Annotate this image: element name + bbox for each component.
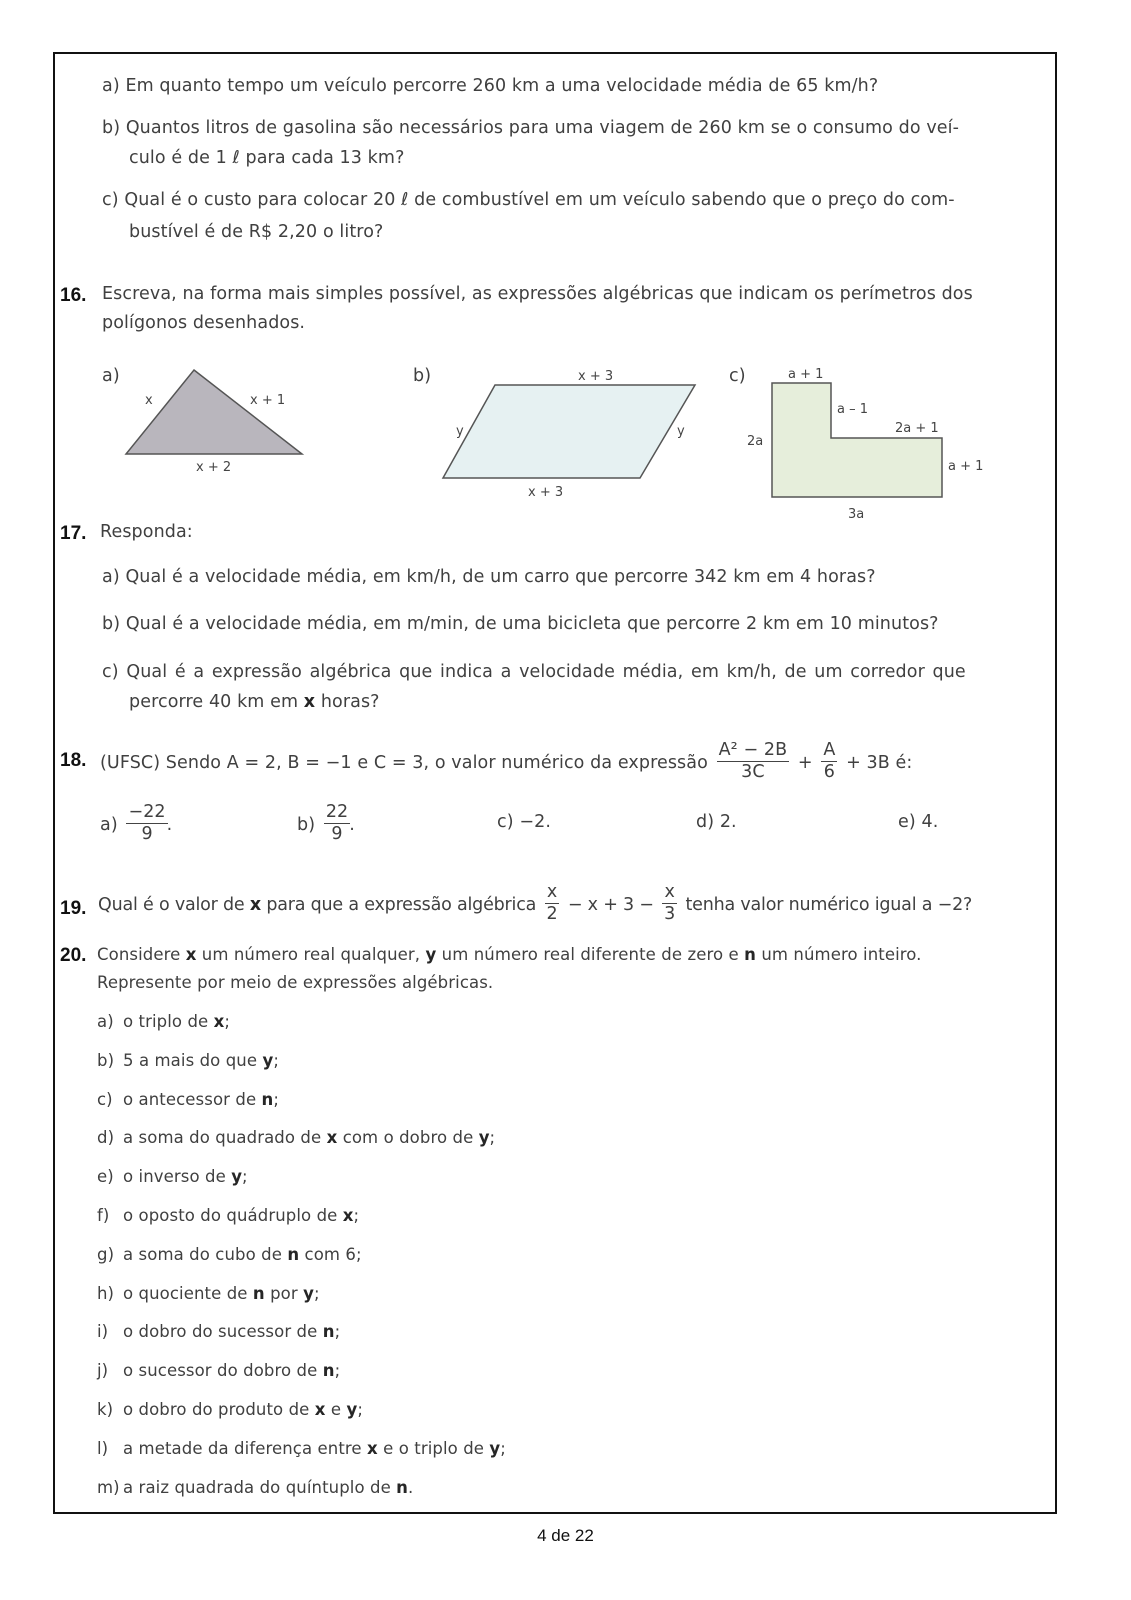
option-label: c): [497, 812, 514, 832]
variable: n: [252, 1283, 265, 1303]
text-part: .: [408, 1477, 414, 1497]
side-label: x: [145, 393, 153, 408]
item-label: d): [97, 1128, 115, 1148]
item-text: Qual é a velocidade média, em km/h, de um carro que percorre 342 km em 4 horas?: [125, 567, 876, 587]
text-part: 5 a mais do que: [123, 1050, 263, 1070]
question-number-16: 16.: [60, 285, 87, 306]
text-part: com o dobro de: [337, 1128, 479, 1148]
q20-item: [97, 1051, 279, 1070]
operator-expression: − x + 3 −: [567, 895, 654, 915]
option-text: 4.: [921, 812, 939, 832]
figure-c-label: c): [729, 366, 746, 386]
q20-item: [97, 1090, 279, 1109]
side-label: x + 3: [578, 369, 614, 384]
text-part: ;: [273, 1089, 280, 1109]
q17-item-b: [102, 614, 939, 634]
q20-statement-line2: Represente por meio de expressões algébricas.: [97, 973, 494, 992]
figure-b-label: b): [413, 366, 432, 386]
text-part: um número real qualquer,: [196, 945, 426, 964]
q20-item: [97, 1322, 340, 1341]
text-part: Considere: [97, 945, 186, 964]
q17-item-c: [102, 662, 966, 682]
item-text: Qual é o custo para colocar 20 ℓ de combustível em um veículo sabendo que o preço do com-: [124, 190, 955, 210]
q15-item-b-cont: culo é de 1 ℓ para cada 13 km?: [129, 148, 405, 168]
q18-statement: [100, 738, 912, 788]
item-text: Quantos litros de gasolina são necessários para uma viagem de 260 km se o consumo do veí-: [125, 118, 960, 138]
q16-statement-line1: Escreva, na forma mais simples possível, as expressões algébricas que indicam os perímetros dos: [102, 284, 973, 304]
text-part: o inverso de: [123, 1167, 232, 1187]
q20-item: [97, 1400, 363, 1419]
q20-item: [97, 1284, 320, 1303]
q18-option-b: [297, 800, 355, 850]
question-number-18: 18.: [60, 750, 87, 771]
statement-tail: tenha valor numérico igual a −2?: [685, 895, 973, 915]
denominator: 2: [546, 903, 558, 924]
option-text: −2.: [519, 812, 551, 832]
variable: x: [213, 1012, 225, 1031]
numerator: −22: [128, 802, 166, 823]
variable: x: [326, 1128, 338, 1148]
text-part: com 6;: [299, 1244, 362, 1264]
text-part: ;: [334, 1361, 341, 1381]
option-label: b): [297, 815, 316, 835]
side-label: a + 1: [948, 459, 984, 474]
q16-statement-line2: polígonos desenhados.: [102, 313, 306, 333]
text-part: por: [264, 1283, 304, 1303]
option-text: 2.: [719, 812, 737, 832]
item-text: Qual é a velocidade média, em m/min, de uma bicicleta que percorre 2 km em 10 minutos?: [125, 614, 939, 634]
side-label: y: [677, 424, 685, 439]
text-part: o quociente de: [123, 1283, 253, 1303]
variable: n: [396, 1477, 409, 1497]
item-label: b): [97, 1050, 115, 1070]
q17-item-a: [102, 567, 876, 587]
fraction-x-over-2: [545, 882, 560, 923]
text-part: a metade da diferença entre: [123, 1438, 368, 1458]
q18-option-c: [497, 812, 551, 832]
q20-item: [97, 1206, 359, 1225]
item-label: l): [97, 1438, 109, 1458]
text-part: ;: [489, 1128, 496, 1148]
option-label: d): [696, 812, 715, 832]
text-part: a raiz quadrada do quíntuplo de: [123, 1477, 397, 1497]
variable: y: [231, 1167, 243, 1187]
text-part: o dobro do sucessor de: [123, 1322, 323, 1342]
text-part: o antecessor de: [123, 1089, 262, 1109]
question-number-17: 17.: [60, 523, 87, 544]
item-label: h): [97, 1283, 115, 1303]
side-label: 2a + 1: [895, 421, 939, 436]
variable: y: [346, 1400, 358, 1419]
numerator: A² − 2B: [718, 740, 788, 761]
side-label: y: [456, 424, 464, 439]
q18-option-a: [100, 800, 172, 850]
figure-a-triangle: [120, 365, 320, 480]
fraction-expression-1: [717, 740, 790, 781]
item-label: a): [97, 1012, 114, 1031]
text-part: Qual é o valor de: [98, 895, 250, 915]
triangle-shape: [126, 370, 302, 454]
item-label: i): [97, 1322, 109, 1342]
item-label: a): [102, 76, 120, 96]
q15-item-b: [102, 118, 959, 138]
q20-statement-line1: [97, 945, 922, 964]
statement-text: (UFSC) Sendo A = 2, B = −1 e C = 3, o valor numérico da expressão: [100, 753, 708, 773]
variable: n: [322, 1361, 335, 1381]
question-number-20: 20.: [60, 945, 87, 966]
variable: x: [249, 895, 261, 915]
suffix: .: [349, 815, 355, 835]
fraction-expression-2: [821, 740, 837, 781]
side-label: x + 3: [528, 485, 564, 500]
option-label: e): [898, 812, 916, 832]
page-number: 4 de 22: [537, 1526, 594, 1545]
item-label: e): [97, 1167, 114, 1187]
q20-item: [97, 1245, 362, 1264]
item-label: b): [102, 118, 121, 138]
text-part: para que a expressão algébrica: [260, 895, 537, 915]
text-part: um número inteiro.: [755, 945, 922, 964]
q20-item: [97, 1361, 340, 1380]
item-text: Em quanto tempo um veículo percorre 260 km a uma velocidade média de 65 km/h?: [125, 76, 879, 96]
q20-item: [97, 1167, 248, 1186]
variable: n: [322, 1322, 335, 1342]
text-part: o oposto do quádruplo de: [123, 1206, 343, 1225]
item-label: f): [97, 1206, 110, 1225]
text-part: o triplo de: [123, 1012, 214, 1031]
q20-item: [97, 1439, 506, 1458]
variable: y: [489, 1438, 501, 1458]
numerator: 22: [325, 802, 349, 823]
q20-item: [97, 1478, 413, 1497]
text-part: percorre 40 km em: [129, 692, 304, 712]
option-fraction: [126, 802, 167, 843]
parallelogram-shape: [443, 385, 695, 478]
side-label: a + 1: [788, 367, 824, 382]
variable: y: [478, 1128, 490, 1148]
side-label: a – 1: [837, 402, 869, 417]
side-label: x + 2: [196, 460, 232, 475]
text-part: ;: [500, 1438, 506, 1458]
q18-option-d: [696, 812, 737, 832]
suffix: .: [166, 815, 173, 835]
l-polygon-shape: [772, 383, 942, 497]
variable: x: [303, 692, 316, 712]
text-part: um número real diferente de zero e: [436, 945, 745, 964]
item-text: Qual é a expressão algébrica que indica a velocidade média, em km/h, de um corredor que: [126, 662, 966, 682]
figure-b-parallelogram: [440, 365, 710, 500]
side-label: x + 1: [250, 393, 286, 408]
numerator: x: [545, 882, 560, 903]
denominator: 9: [331, 823, 343, 844]
item-label: b): [102, 614, 121, 634]
text-part: e o triplo de: [377, 1438, 490, 1458]
variable: n: [261, 1089, 274, 1109]
operator: +: [797, 753, 813, 773]
variable: y: [262, 1050, 274, 1070]
variable: x: [367, 1438, 378, 1458]
q15-item-c: [102, 190, 955, 210]
fraction-x-over-3: [662, 882, 677, 923]
q15-item-a: [102, 76, 878, 96]
text-part: a soma do quadrado de: [123, 1128, 327, 1148]
text-part: ;: [313, 1283, 320, 1303]
option-fraction: [324, 802, 350, 843]
denominator: 9: [141, 823, 153, 844]
variable: y: [425, 945, 437, 964]
statement-tail: + 3B é:: [846, 753, 913, 773]
denominator: 3C: [741, 761, 765, 782]
q17-item-c-cont: [129, 692, 380, 712]
item-label: c): [102, 190, 119, 210]
text-part: horas?: [315, 692, 380, 712]
variable: x: [314, 1400, 326, 1419]
variable: n: [744, 945, 756, 964]
numerator: A: [823, 740, 836, 761]
q19-statement: [98, 880, 972, 930]
q18-option-e: [898, 812, 938, 832]
item-label: c): [97, 1089, 113, 1109]
text-part: ;: [357, 1400, 363, 1419]
q15-item-c-cont: bustível é de R$ 2,20 o litro?: [129, 222, 384, 242]
text-part: ;: [224, 1012, 231, 1031]
text-part: o dobro do produto de: [123, 1400, 315, 1419]
item-label: m): [97, 1477, 120, 1497]
q20-item: [97, 1012, 230, 1031]
text-part: ;: [334, 1322, 341, 1342]
text-part: a soma do cubo de: [123, 1244, 288, 1264]
figure-a-label: a): [102, 366, 120, 386]
q20-item: [97, 1128, 495, 1147]
question-number-19: 19.: [60, 898, 87, 919]
side-label: 3a: [848, 507, 865, 520]
denominator: 6: [823, 761, 835, 782]
option-label: a): [100, 815, 118, 835]
text-part: ;: [273, 1050, 279, 1070]
denominator: 3: [664, 903, 676, 924]
item-label: c): [102, 662, 119, 682]
item-label: g): [97, 1244, 115, 1264]
variable: x: [185, 945, 197, 964]
numerator: x: [662, 882, 677, 903]
q17-title: Responda:: [100, 522, 193, 542]
figure-c-l-polygon: [740, 360, 1000, 520]
text-part: o sucessor do dobro de: [123, 1361, 323, 1381]
variable: x: [342, 1206, 354, 1225]
text-part: e: [325, 1400, 347, 1419]
item-label: j): [97, 1361, 109, 1381]
text-part: ;: [242, 1167, 248, 1187]
side-label: 2a: [747, 434, 764, 449]
item-label: a): [102, 567, 120, 587]
variable: y: [303, 1283, 314, 1303]
text-part: ;: [353, 1206, 360, 1225]
variable: n: [287, 1244, 300, 1264]
item-label: k): [97, 1400, 114, 1419]
